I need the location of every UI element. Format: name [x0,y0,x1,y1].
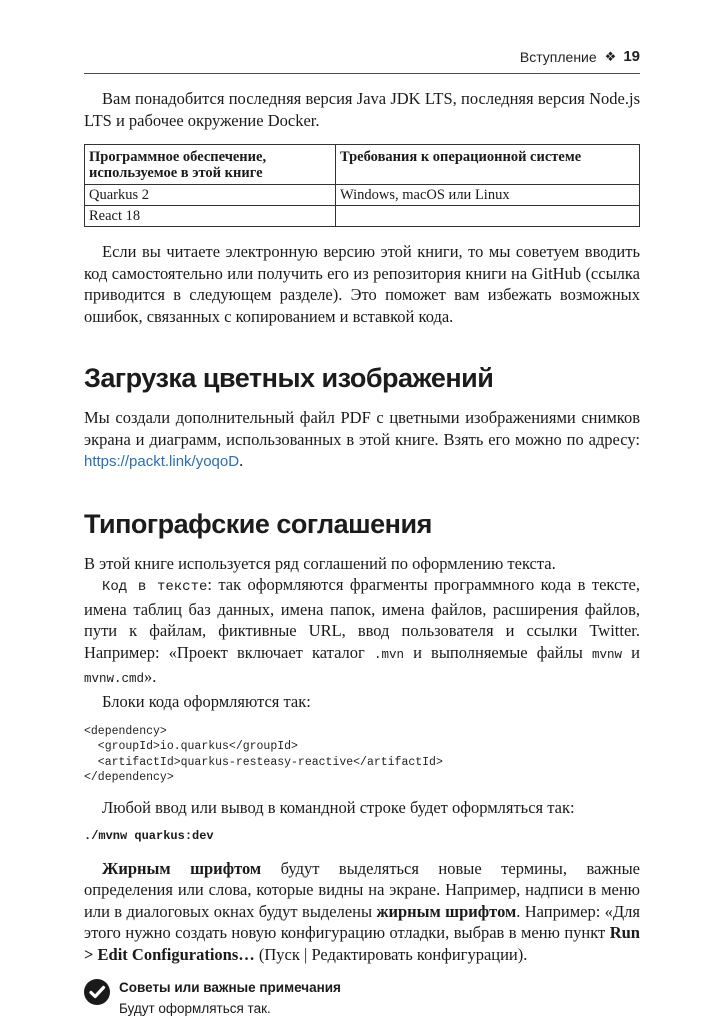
table-cell: Windows, macOS или Linux [336,185,640,206]
software-requirements-table [84,144,640,227]
table-header-row [85,145,640,185]
table-row [85,206,640,227]
section-title: Вступление [519,48,597,65]
link-period: . [239,451,244,470]
ebook-paragraph: Если вы читаете электронную версию этой книги, то мы советуем вводить код самостоятельно или получить его из репозитория книги на GitHub (ссылка приводится в следующем разделе). Это поможет вам избежать возможных ошибок, связанных с копированием и вставкой кода. [84,242,640,326]
inline-code-mvnw-cmd: mvnw.cmd [84,672,145,686]
download-link[interactable]: https://packt.link/yoqoD [84,453,240,470]
code-blocks-label: Блоки кода оформляются так: [102,691,311,711]
table-cell: React 18 [85,206,336,227]
separator-ornament-icon: ❖ [604,48,617,64]
menu-path: Run > Edit Configurations… [84,923,640,964]
table-cell [336,206,640,227]
code-in-text-desc-2: и выполняемые файлы [403,642,593,662]
bold-term: Жирным шрифтом [102,858,262,878]
bold-desc-1: будут выделяться новые термины, важные определения или слова, которые видны на экране. Например, надписи в меню или в диалоговых окнах будут выделены [84,858,640,921]
color-images-paragraph [84,407,640,473]
bold-desc-3: (Пуск | Редактировать конфигурации). [254,944,528,964]
page-number: 19 [623,48,640,65]
code-block: <dependency> <groupId>io.quarkus</groupId> <artifactId>quarkus-resteasy-reactive</artifactId> </dependency> [84,725,443,784]
inline-code-mvn: .mvn [373,647,404,662]
tip-title: Советы или важные примечания [119,980,341,996]
table-header-cell: Требования к операционной системе [336,145,640,185]
section-heading-color-images: Загрузка цветных изображений [84,363,494,393]
intro-paragraph: Вам понадобится последняя версия Java JDK LTS, последняя версия Node.js LTS и рабочее окружение Docker. [84,89,640,130]
code-in-text-desc: : так оформляются фрагменты программного кода в тексте, имена таблиц баз данных, имена папок, имена файлов, расширения файлов, пути к файлам, фиктивные URL, ввод пользователя и ссылки Twitter. Например: «Проект включает каталог [84,575,640,662]
code-in-text-paragraph [84,574,640,691]
inline-code-mvnw: mvnw [592,647,623,662]
tip-box [84,979,640,1021]
page-body [84,84,640,1021]
table-header-cell: Программное обеспечение, используемое в этой книге [85,145,336,185]
checkmark-icon [84,979,110,1005]
code-in-text-term: Код в тексте [102,579,208,595]
code-in-text-desc-3: и [622,642,641,662]
code-in-text-desc-4: ». [144,667,157,686]
command-line-label: Любой ввод или вывод в командной строке будет оформляться так: [102,798,575,818]
conventions-intro: В этой книге используется ряд соглашений по оформлению текста. [84,553,556,573]
table-row [85,185,640,206]
bold-term-2: жирным шрифтом [376,901,517,921]
header-rule [84,73,640,74]
command-example: ./mvnw quarkus:dev [84,828,214,843]
section-heading-conventions: Типографские соглашения [84,508,432,539]
running-header [84,48,640,65]
table-cell: Quarkus 2 [85,185,336,206]
color-images-text: Мы создали дополнительный файл PDF с цветными изображениями снимков экрана и диаграмм, использованных в этой книге. Взять его можно по адресу: [84,408,640,449]
bold-convention-paragraph [84,858,640,966]
tip-text: Будут оформляться так. [119,1001,271,1017]
bold-desc-2: . Например: «Для этого нужно создать новую конфигурацию отладки, выбрав в меню пункт [84,901,641,943]
